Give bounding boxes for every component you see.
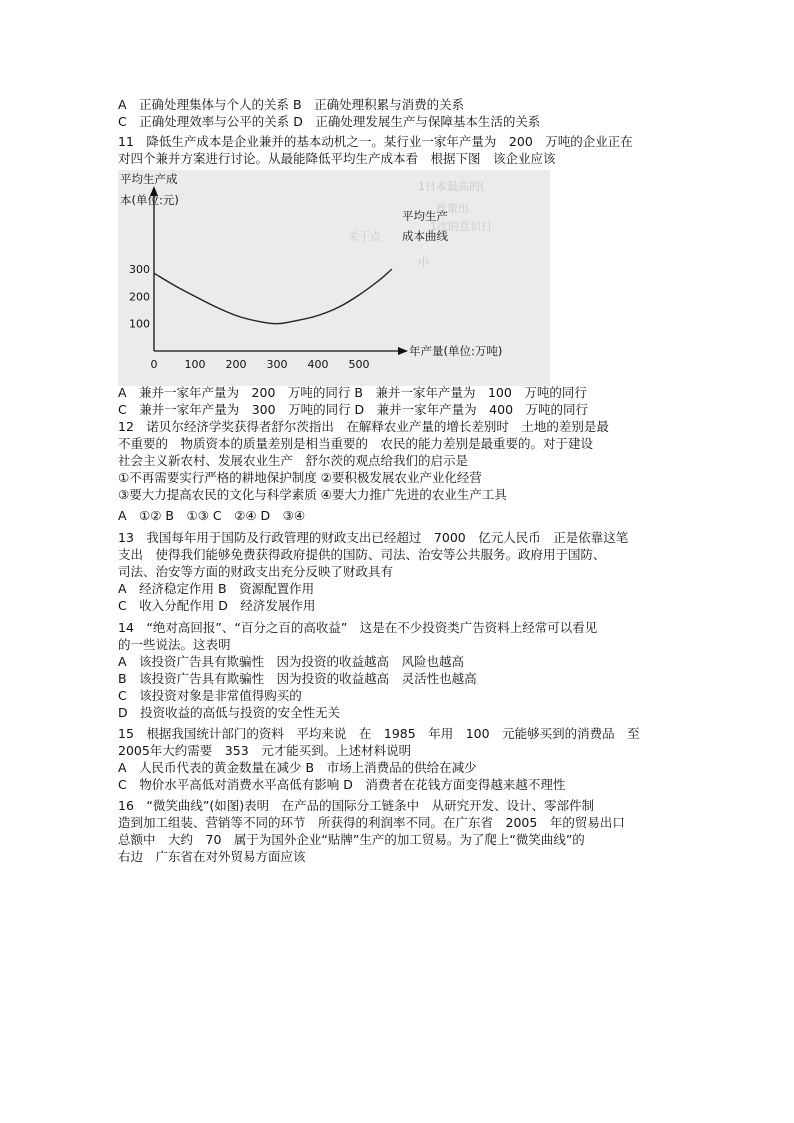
question-line: 11 降低生产成本是企业兼并的基本动机之一。某行业一家年产量为 200 万吨的企业正在	[118, 134, 633, 149]
option-line: A 人民币代表的黄金数量在减少 B 市场上消费品的供给在减少	[118, 760, 477, 775]
question-line: 14 “绝对高回报”、“百分之百的高收益” 这是在不少投资类广告资料上经常可以看见	[118, 620, 598, 635]
question-line: 16 “微笑曲线”(如图)表明 在产品的国际分工链条中 从研究开发、设计、零部件制	[118, 798, 595, 813]
question-line: 右边 广东省在对外贸易方面应该	[118, 849, 306, 864]
bleed-through-text: 政策出	[436, 202, 469, 215]
x-tick-label: 300	[266, 358, 288, 371]
question-line: 的一些说法。这表明	[118, 637, 231, 652]
x-tick-label: 100	[184, 358, 206, 371]
y-tick-label: 300	[129, 263, 150, 277]
bleed-through-text: 关于点	[348, 230, 381, 243]
curve-label-line2: 成本曲线	[402, 229, 448, 243]
bleed-through-text: 1日本最高的(	[418, 180, 485, 193]
option-line: C 物价水平高低对消费水平高低有影响 D 消费者在花钱方面变得越来越不理性	[118, 777, 566, 792]
option-line: C 正确处理效率与公平的关系 D 正确处理发展生产与保障基本生活的关系	[118, 114, 541, 129]
question-line: 造到加工组装、营销等不同的环节 所获得的利润率不同。在广东省 2005 年的贸易出口	[118, 815, 625, 830]
y-tick-label: 100	[129, 317, 150, 331]
option-line: A 该投资广告具有欺骗性 因为投资的收益越高 风险也越高	[118, 654, 465, 669]
bleed-through-text: 1次的意识日	[430, 220, 492, 233]
average-cost-chart	[118, 170, 550, 386]
option-line: C 兼并一家年产量为 300 万吨的同行 D 兼并一家年产量为 400 万吨的同行	[118, 402, 589, 417]
x-tick-label: 400	[307, 358, 329, 371]
option-line: A 经济稳定作用 B 资源配置作用	[118, 581, 315, 596]
x-axis-label: 年产量(单位:万吨)	[409, 344, 503, 358]
average-cost-curve	[154, 269, 392, 324]
question-line: 13 我国每年用于国防及行政管理的财政支出已经超过 7000 亿元人民币 正是依靠这笔	[118, 530, 629, 545]
q13	[118, 529, 678, 614]
y-axis-label-line2: 本(单位:元)	[120, 193, 179, 207]
option-line: B 该投资广告具有欺骗性 因为投资的收益越高 灵活性也越高	[118, 671, 477, 686]
question-line: 司法、治安等方面的财政支出充分反映了财政具有	[118, 564, 394, 579]
question-line: 12 诺贝尔经济学奖获得者舒尔茨指出 在解释农业产量的增长差别时 土地的差别是最	[118, 419, 609, 434]
q14	[118, 619, 678, 721]
x-tick-label: 0	[150, 358, 158, 371]
question-line: 社会主义新农村、发展农业生产 舒尔茨的观点给我们的启示是	[118, 453, 469, 468]
option-line: A ①② B ①③ C ②④ D ③④	[118, 508, 306, 523]
y-tick-label: 200	[129, 290, 150, 304]
x-axis-arrow	[398, 347, 408, 355]
q11-stem	[118, 133, 678, 167]
question-line: 15 根据我国统计部门的资料 平均来说 在 1985 年用 100 元能够买到的消费品 至	[118, 726, 640, 741]
bleed-through-text: 中	[418, 256, 429, 269]
question-line: 不重要的 物质资本的质量差别是相当重要的 农民的能力差别是最重要的。对于建设	[118, 436, 594, 451]
x-tick-label: 200	[225, 358, 247, 371]
chart-svg	[118, 170, 550, 386]
option-line: C 收入分配作用 D 经济发展作用	[118, 598, 316, 613]
q10-options	[118, 96, 678, 130]
statement-line: ①不再需要实行严格的耕地保护制度 ②要积极发展农业产业化经营	[118, 470, 482, 485]
question-line: 总额中 大约 70 属于为国外企业“贴牌”生产的加工贸易。为了爬上“微笑曲线”的	[118, 832, 585, 847]
q11-options	[118, 384, 678, 418]
curve-label-line1: 平均生产	[402, 209, 448, 223]
q15	[118, 725, 678, 793]
x-tick-label: 500	[348, 358, 370, 371]
question-line: 支出 使得我们能够免费获得政府提供的国防、司法、治安等公共服务。政府用于国防、	[118, 547, 606, 562]
option-line: A 兼并一家年产量为 200 万吨的同行 B 兼并一家年产量为 100 万吨的同行	[118, 385, 587, 400]
option-line: C 该投资对象是非常值得购买的	[118, 688, 302, 703]
question-line: 2005年大约需要 353 元才能买到。上述材料说明	[118, 743, 412, 758]
y-axis-label-line1: 平均生产成	[120, 172, 178, 186]
q16	[118, 797, 678, 865]
statement-line: ③要大力提高农民的文化与科学素质 ④要大力推广先进的农业生产工具	[118, 487, 507, 502]
option-line: A 正确处理集体与个人的关系 B 正确处理积累与消费的关系	[118, 97, 465, 112]
option-line: D 投资收益的高低与投资的安全性无关	[118, 705, 341, 720]
q12	[118, 418, 678, 524]
question-line: 对四个兼并方案进行讨论。从最能降低平均生产成本看 根据下图 该企业应该	[118, 151, 556, 166]
